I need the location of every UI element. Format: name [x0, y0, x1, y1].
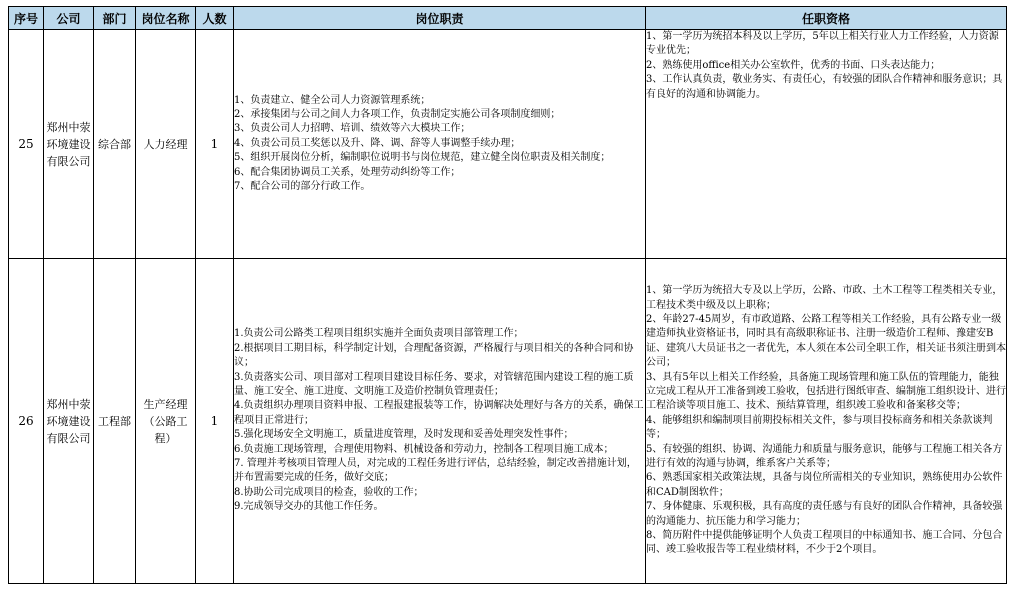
duty-line: 6.负责施工现场管理，合理使用物料、机械设备和劳动力，控制各工程项目施工成本；: [234, 443, 614, 455]
duty-line: 3.负责落实公司、项目部对工程项目建设目标任务、要求，对管辖范围内建设工程的施工质量、施工安全、施工进度、文明施工及造价控制负管理责任；: [234, 371, 634, 397]
row-headcount: 1: [196, 259, 234, 584]
row-duties: [234, 30, 646, 259]
qualification-line: 3、具有5年以上相关工作经验，具备施工现场管理和施工队伍的管理能力，能独立完成工程从开工准备到竣工验收，包括进行图纸审查、编制施工组织设计、进行工程洽谈等项目施工、技术、预结算管理，组织竣工验收和备案移交等；: [646, 371, 1006, 412]
qualification-line: 3、工作认真负责，敬业务实、有责任心，有较强的团队合作精神和服务意识；具有良好的沟通和协调能力。: [646, 74, 1003, 100]
row-qualifications: [646, 30, 1007, 259]
qualification-line: 2、熟练使用office相关办公室软件，优秀的书面、口头表达能力；: [646, 59, 941, 71]
row-index: 26: [9, 259, 44, 584]
qualification-line: 7、身体健康、乐观积极，具有高度的责任感与有良好的团队合作精神，具备较强的沟通能力、抗压能力和学习能力；: [646, 501, 1003, 527]
qualification-line: 1、第一学历为统招本科及以上学历，5年以上相关行业人力工作经验，人力资源专业优先；: [646, 31, 999, 57]
duty-line: 9.完成领导交办的其他工作任务。: [234, 501, 384, 513]
row-department: 综合部: [94, 30, 136, 259]
duty-line: 7. 管理并考核项目管理人员，对完成的工程任务进行评估，总结经验，制定改善措施计划，并布置需要完成的任务，做好交底；: [234, 458, 637, 484]
duty-line: 5.强化现场安全文明施工，质量进度管理，及时发现和妥善处理突发性事件；: [234, 429, 574, 441]
duty-line: 2.根据项目工期目标，科学制定计划，合理配备资源，严格履行与项目相关的各种合同和协议；: [234, 342, 634, 369]
row-company: 郑州中荥环境建设有限公司: [44, 259, 94, 584]
header-qualifications: 任职资格: [646, 7, 1007, 30]
job-table: [8, 6, 1007, 584]
row-position: 生产经理（公路工程）: [136, 259, 196, 584]
row-company: 郑州中荥环境建设有限公司: [44, 30, 94, 259]
header-index: 序号: [9, 7, 44, 30]
job-table-wrapper: [8, 6, 1007, 584]
duty-line: 5、组织开展岗位分析，编制职位说明书与岗位规范，建立健全岗位职责及相关制度；: [234, 152, 611, 164]
qualification-line: 8、简历附件中提供能够证明个人负责工程项目的中标通知书、施工合同、分包合同、竣工验收报告等工程业绩材料，不少于2个项目。: [646, 530, 1003, 556]
duty-line: 3、负责公司人力招聘、培训、绩效等六大模块工作；: [234, 123, 471, 135]
qualification-line: 4、能够组织和编制项目前期投标相关文件，参与项目投标商务和相关条款谈判等；: [646, 414, 993, 441]
row-duties: [234, 259, 646, 584]
duty-line: 1.负责公司公路类工程项目组织实施并全面负责项目部管理工作；: [234, 328, 524, 340]
row-position: 人力经理: [136, 30, 196, 259]
duty-line: 8.协助公司完成项目的检查，验收的工作；: [234, 486, 424, 498]
duty-line: 4、负责公司员工奖惩以及升、降、调、辞等人事调整手续办理；: [234, 137, 521, 149]
table-row: [9, 259, 1007, 584]
duty-line: 6、配合集团协调员工关系，处理劳动纠纷等工作；: [234, 166, 461, 178]
header-row: [9, 7, 1007, 30]
duty-line: 7、配合公司的部分行政工作。: [234, 181, 371, 193]
row-qualifications: [646, 259, 1007, 584]
duty-line: 4.负责组织办理项目资料申报、工程报建报装等工作，协调解决处理好与各方的关系，确保工程项目正常进行；: [234, 400, 644, 426]
qualification-line: 1、第一学历为统招大专及以上学历，公路、市政、土木工程等工程类相关专业，工程技术类中级及以上职称；: [646, 285, 1003, 311]
qualification-line: 5、有较强的组织、协调、沟通能力和质量与服务意识，能够与工程施工相关各方进行有效的沟通与协调，维系客户关系等；: [646, 443, 1003, 470]
row-department: 工程部: [94, 259, 136, 584]
row-index: 25: [9, 30, 44, 259]
header-position: 岗位名称: [136, 7, 196, 30]
header-company: 公司: [44, 7, 94, 30]
qualification-line: 2、年龄27-45周岁，有市政道路、公路工程等相关工作经验，具有公路专业一级建造师执业资格证书，同时具有高级职称证书、注册一级造价工程师、豫建安B证、建筑八大员证书之一者优先，本人须在本公司全职工作，相关证书须注册到本公司；: [646, 313, 1006, 369]
duty-line: 1、负责建立、健全公司人力资源管理系统；: [234, 94, 431, 106]
header-headcount: 人数: [196, 7, 234, 30]
row-headcount: 1: [196, 30, 234, 259]
header-department: 部门: [94, 7, 136, 30]
duty-line: 2、承接集团与公司之间人力各项工作，负责制定实施公司各项制度细则；: [234, 108, 561, 120]
table-row: [9, 30, 1007, 259]
header-duties: 岗位职责: [234, 7, 646, 30]
qualification-line: 6、熟悉国家相关政策法规，具备与岗位所需相关的专业知识，熟练使用办公软件和CAD制图软件；: [646, 472, 1003, 498]
